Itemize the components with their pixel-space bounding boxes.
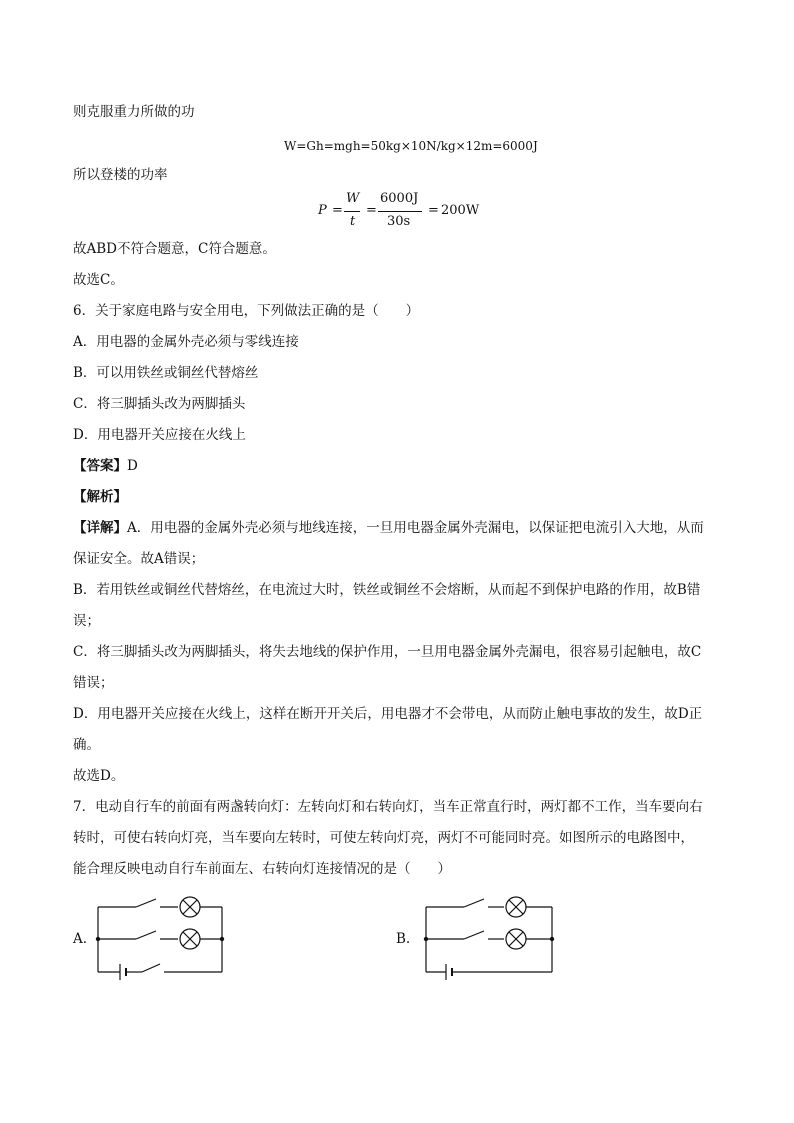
text-line: 故ABD不符合题意，C符合题意。 xyxy=(73,241,276,257)
detail-a-text: A．用电器的金属外壳必须与地线连接，一旦用电器金属外壳漏电，以保证把电流引入大地，从而 xyxy=(127,520,704,536)
fraction-bar xyxy=(378,211,422,212)
detail-b-line1: B．若用铁丝或铜丝代替熔丝，在电流过大时，铁丝或铜丝不会熔断，从而起不到保护电路的作用，故B错 xyxy=(73,582,701,598)
formula-num2: 6000J xyxy=(380,191,419,206)
circuit-diagram-a xyxy=(90,895,230,980)
option-d: D．用电器开关应接在火线上 xyxy=(73,427,246,443)
fraction-bar xyxy=(344,211,360,212)
formula-den2: 30s xyxy=(387,214,411,229)
answer-tag: 【答案】 xyxy=(73,458,127,474)
analysis-tag: 【解析】 xyxy=(73,489,127,505)
formula-den1: t xyxy=(350,214,356,229)
text-line: 故选D。 xyxy=(73,768,125,784)
option-b-label: B. xyxy=(396,931,411,947)
detail-tag: 【详解】 xyxy=(73,520,127,536)
question-7-line2: 转时，可使右转向灯亮，当车要向左转时，可使左转向灯亮，两灯不可能同时亮。如图所示的电路图中， xyxy=(73,830,694,846)
answer-line xyxy=(73,457,138,475)
option-a: A．用电器的金属外壳必须与零线连接 xyxy=(73,334,299,350)
detail-c-line1: C．将三脚插头改为两脚插头，将失去地线的保护作用，一旦用电器金属外壳漏电，很容易引起触电，故C xyxy=(73,644,702,660)
detail-d-line1: D．用电器开关应接在火线上，这样在断开开关后，用电器才不会带电，从而防止触电事故的发生，故D正 xyxy=(73,706,703,722)
question-6: 6．关于家庭电路与安全用电，下列做法正确的是（ ） xyxy=(73,303,420,319)
answer-value: D xyxy=(127,458,138,474)
option-a-label: A. xyxy=(73,931,88,947)
detail-a-line2: 保证安全。故A错误； xyxy=(73,551,205,567)
text-line: 所以登楼的功率 xyxy=(73,167,168,183)
question-7-line3: 能合理反映电动自行车前面左、右转向灯连接情况的是（ ） xyxy=(73,861,451,877)
formula-eq: = xyxy=(366,203,377,218)
formula-eq: = xyxy=(332,203,343,218)
option-b: B．可以用铁丝或铜丝代替熔丝 xyxy=(73,365,259,381)
text-line: 故选C。 xyxy=(73,272,124,288)
question-7-line1: 7．电动自行车的前面有两盏转向灯：左转向灯和右转向灯，当车正常直行时，两灯都不工作，当车要向右 xyxy=(73,799,703,815)
circuit-diagram-b xyxy=(418,895,558,980)
formula-power xyxy=(318,190,488,234)
detail-c-line2: 错误； xyxy=(73,675,114,691)
detail-b-line2: 误； xyxy=(73,613,100,629)
detail-a-line1 xyxy=(73,519,704,537)
text-line: 则克服重力所做的功 xyxy=(73,104,195,120)
option-c: C．将三脚插头改为两脚插头 xyxy=(73,396,246,412)
formula-eq: = xyxy=(428,203,439,218)
formula-num1: W xyxy=(346,191,360,206)
formula-result: 200W xyxy=(441,203,480,218)
formula-lhs: P xyxy=(318,203,327,218)
formula-work: W=Gh=mgh=50kg×10N/kg×12m=6000J xyxy=(284,139,538,153)
detail-d-line2: 确。 xyxy=(73,737,100,753)
